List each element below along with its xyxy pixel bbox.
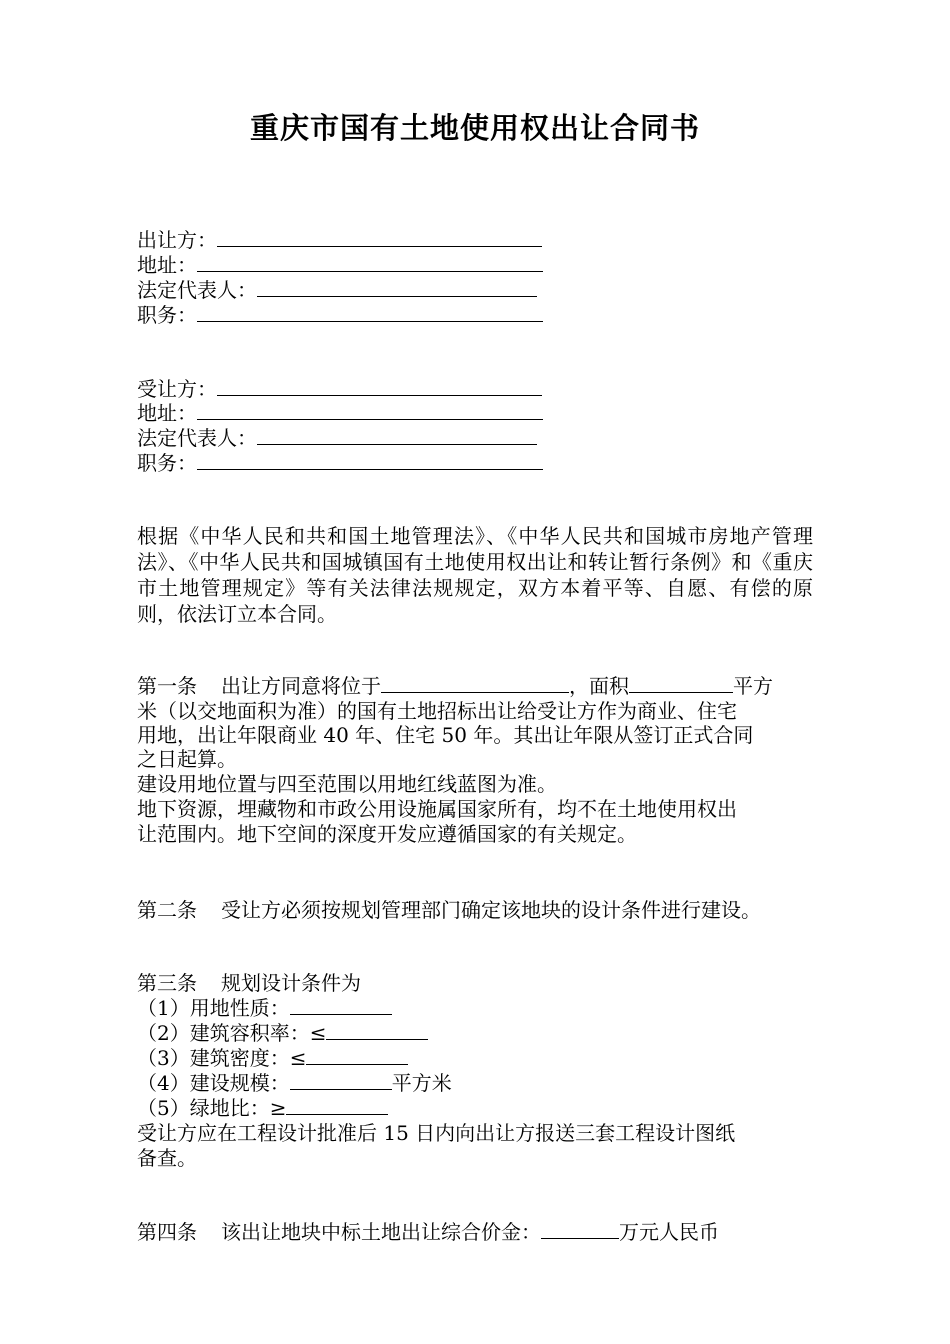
- article3-item-1: [137, 995, 392, 1021]
- item5-label: （5）绿地比：≥: [137, 1096, 287, 1120]
- article4-text: 该出让地块中标土地出让综合价金：: [221, 1220, 541, 1244]
- article1-line5: 建设用地位置与四至范围以用地红线蓝图为准。: [137, 772, 557, 796]
- article1-line6: 地下资源，埋藏物和市政公用设施属国家所有，均不在土地使用权出: [137, 797, 737, 821]
- item5-blank[interactable]: [286, 1096, 388, 1115]
- item4-unit: 平方米: [391, 1071, 452, 1095]
- grantee-party-label: 受让方：: [137, 377, 217, 401]
- article2-label: 第二条: [137, 898, 197, 922]
- article1-line1: [137, 673, 773, 699]
- article1-line7: 让范围内。地下空间的深度开发应遵循国家的有关规定。: [137, 822, 637, 846]
- item1-label: （1）用地性质：: [137, 996, 290, 1020]
- item3-label: （3）建筑密度：≤: [137, 1046, 307, 1070]
- article1-line3: 用地，出让年限商业 40 年、住宅 50 年。其出让年限从签订正式合同: [137, 723, 754, 747]
- grantor-address-line: [137, 252, 543, 278]
- grantor-party-label: 出让方：: [137, 228, 217, 252]
- grantor-address-label: 地址：: [137, 253, 197, 277]
- article3-label: 第三条: [137, 971, 197, 995]
- preamble-paragraph: 根据《中华人民和共和国土地管理法》、《中华人民共和国城市房地产管理法》、《中华人民共和国城镇国有土地使用权出让和转让暂行条例》和《重庆市土地管理规定》等有关法律法规规定，双方本着平等、自愿、有偿的原则，依法订立本合同。: [137, 524, 813, 626]
- item4-label: （4）建设规模：: [137, 1071, 290, 1095]
- article3-item-5: [137, 1095, 388, 1121]
- article3-heading: 规划设计条件为: [221, 971, 361, 995]
- article1-text-c: 平方: [733, 674, 773, 698]
- grantor-title-line: [137, 302, 543, 328]
- article2-line: [137, 897, 761, 923]
- grantee-address-label: 地址：: [137, 401, 197, 425]
- article1-text-b: ，面积: [569, 674, 629, 698]
- grantee-rep-line: [137, 425, 537, 451]
- grantor-party-blank[interactable]: [217, 228, 542, 247]
- item4-blank[interactable]: [290, 1071, 392, 1090]
- article4-line: [137, 1219, 719, 1245]
- article3-item-2: [137, 1020, 428, 1046]
- article2-text: 受让方必须按规划管理部门确定该地块的设计条件进行建设。: [221, 898, 761, 922]
- article4-unit: 万元人民币: [619, 1220, 719, 1244]
- article1-label: 第一条: [137, 674, 197, 698]
- grantee-rep-blank[interactable]: [257, 426, 537, 445]
- grantor-address-blank[interactable]: [197, 253, 543, 272]
- article4-label: 第四条: [137, 1220, 197, 1244]
- article1-location-blank[interactable]: [381, 674, 569, 693]
- article3-item-3: [137, 1045, 408, 1071]
- article3-note-line1: 受让方应在工程设计批准后 15 日内向出让方报送三套工程设计图纸: [137, 1121, 736, 1145]
- grantee-title-blank[interactable]: [197, 451, 543, 470]
- grantor-title-blank[interactable]: [197, 303, 543, 322]
- article4-price-blank[interactable]: [541, 1220, 619, 1239]
- item2-label: （2）建筑容积率：≤: [137, 1021, 327, 1045]
- article1-text-a: 出让方同意将位于: [221, 674, 381, 698]
- article1-area-blank[interactable]: [629, 674, 733, 693]
- grantee-address-line: [137, 400, 543, 426]
- grantee-party-line: [137, 376, 542, 402]
- item1-blank[interactable]: [290, 996, 392, 1015]
- article3-item-4: [137, 1070, 452, 1096]
- grantor-rep-blank[interactable]: [257, 278, 537, 297]
- document-title: 重庆市国有土地使用权出让合同书: [249, 111, 700, 145]
- grantor-rep-label: 法定代表人：: [137, 278, 257, 302]
- grantee-title-label: 职务：: [137, 451, 197, 475]
- grantee-party-blank[interactable]: [217, 377, 542, 396]
- grantor-rep-line: [137, 277, 537, 303]
- grantor-title-label: 职务：: [137, 303, 197, 327]
- grantor-party-line: [137, 227, 542, 253]
- grantee-address-blank[interactable]: [197, 401, 543, 420]
- article1-line2: 米（以交地面积为准）的国有土地招标出让给受让方作为商业、住宅: [137, 699, 737, 723]
- article1-line4: 之日起算。: [137, 747, 237, 771]
- grantee-title-line: [137, 450, 543, 476]
- article3-heading-line: [137, 970, 361, 996]
- grantee-rep-label: 法定代表人：: [137, 426, 257, 450]
- article3-note-line2: 备查。: [137, 1146, 197, 1170]
- item2-blank[interactable]: [326, 1021, 428, 1040]
- item3-blank[interactable]: [306, 1046, 408, 1065]
